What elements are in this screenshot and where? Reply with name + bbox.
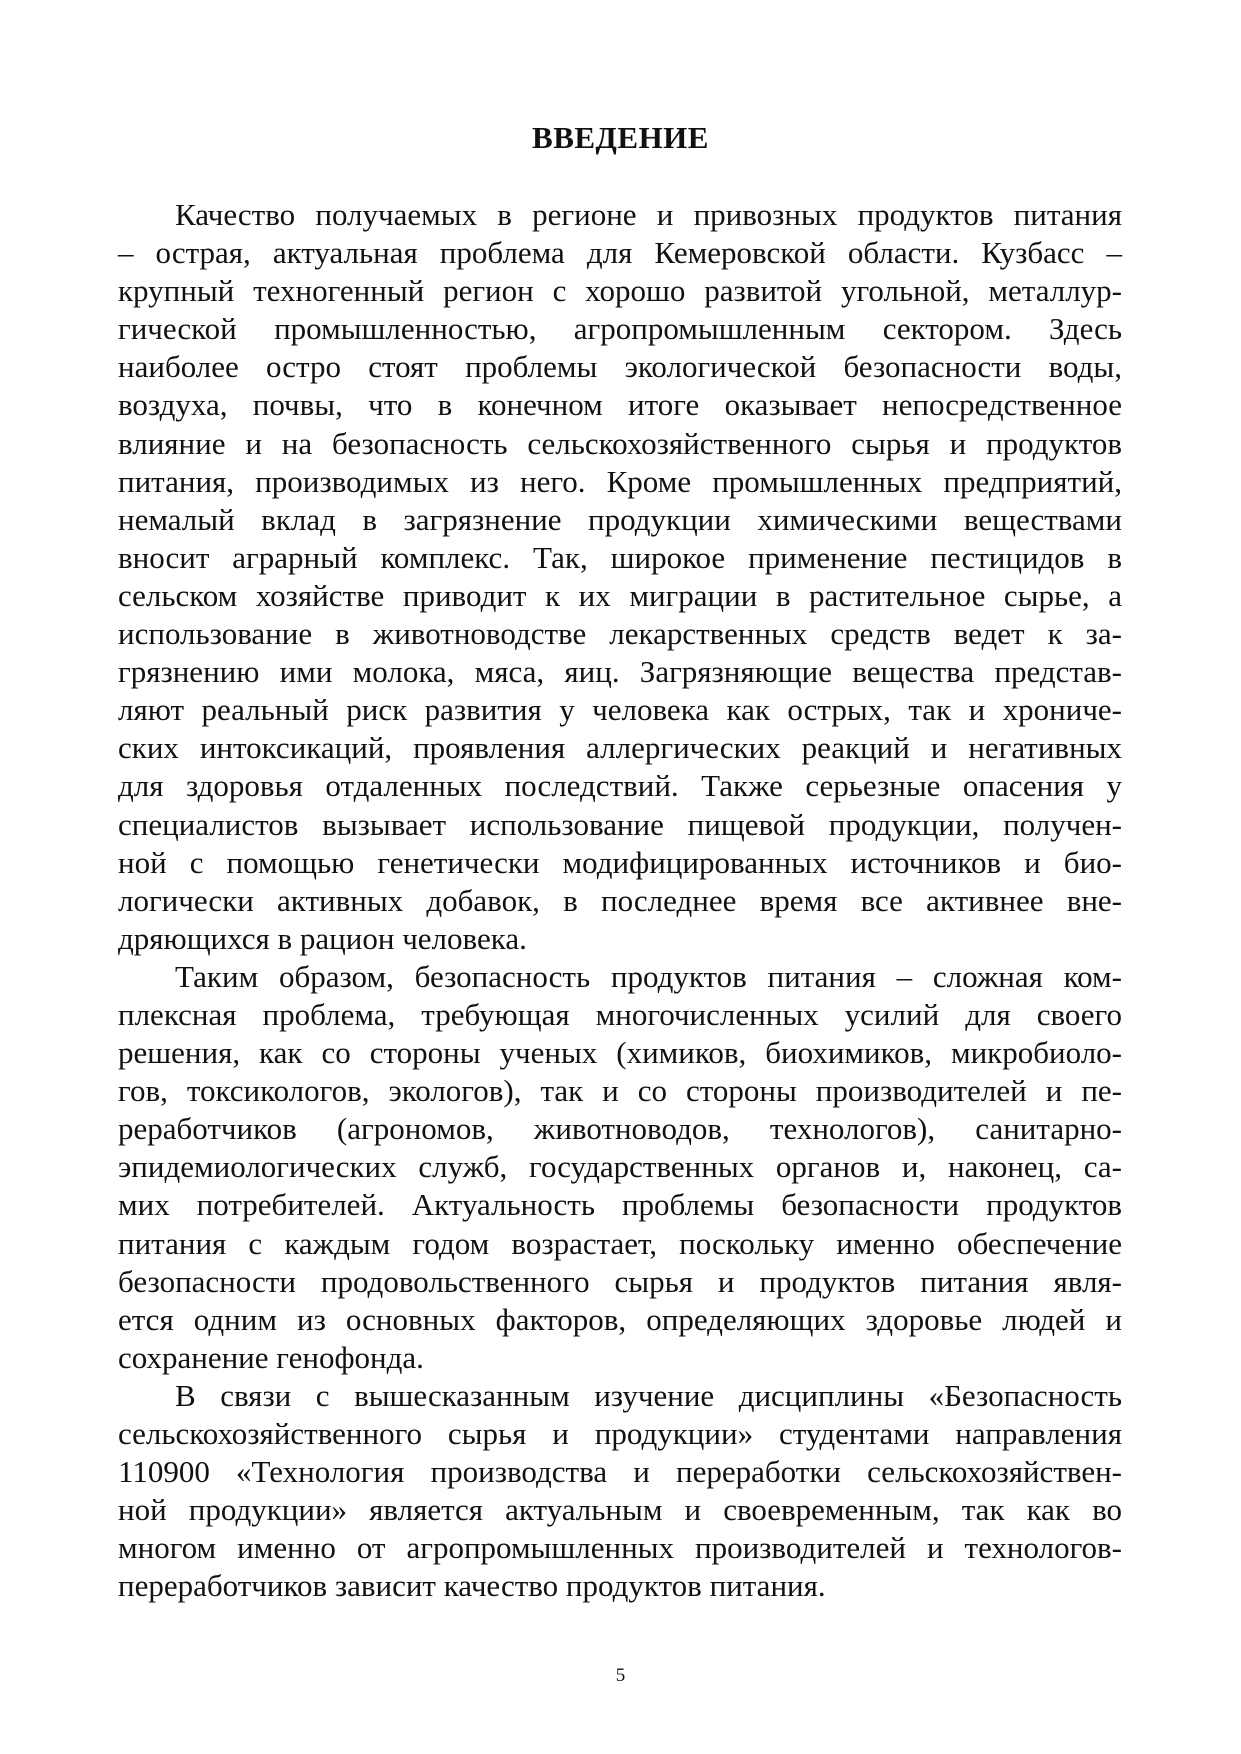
text-line: питания, производимых из него. Кроме промышленных предприятий, <box>118 463 1122 499</box>
page-title: ВВЕДЕНИЕ <box>532 120 709 155</box>
text-line: переработчиков зависит качество продуктов питания. <box>118 1568 826 1604</box>
text-line: воздуха, почвы, что в конечном итоге оказывает непосредственное <box>118 387 1122 423</box>
text-line: для здоровья отдаленных последствий. Также серьезные опасения у <box>118 768 1122 804</box>
text-line: использование в животноводстве лекарственных средств ведет к за- <box>118 616 1122 652</box>
paragraph <box>118 196 1122 958</box>
text-line: логически активных добавок, в последнее время все активнее вне- <box>118 882 1122 918</box>
text-line: специалистов вызывает использование пищевой продукции, получен- <box>118 806 1122 842</box>
text-line: гов, токсикологов, экологов), так и со стороны производителей и пе- <box>118 1073 1122 1109</box>
text-line: немалый вклад в загрязнение продукции химическими веществами <box>118 501 1122 537</box>
text-line: плексная проблема, требующая многочисленных усилий для своего <box>118 996 1122 1032</box>
text-line: реработчиков (агрономов, животноводов, технологов), санитарно- <box>118 1111 1122 1147</box>
text-line: В связи с вышесказанным изучение дисциплины «Безопасность <box>175 1377 1122 1413</box>
paragraph <box>118 958 1122 1377</box>
page-number: 5 <box>615 1665 626 1686</box>
text-line: питания с каждым годом возрастает, поскольку именно обеспечение <box>118 1225 1122 1261</box>
text-line: ских интоксикаций, проявления аллергических реакций и негативных <box>118 730 1122 766</box>
text-line: безопасности продовольственного сырья и продуктов питания явля- <box>118 1263 1122 1299</box>
text-line: гической промышленностью, агропромышленным сектором. Здесь <box>118 311 1122 347</box>
text-line: дряющихся в рацион человека. <box>118 920 527 956</box>
text-line: Таким образом, безопасность продуктов питания – сложная ком- <box>175 958 1122 994</box>
text-line: ной продукции» является актуальным и своевременным, так как во <box>118 1492 1122 1528</box>
paragraph <box>118 1377 1122 1606</box>
text-line: влияние и на безопасность сельскохозяйственного сырья и продуктов <box>118 425 1122 461</box>
text-line: многом именно от агропромышленных производителей и технологов- <box>118 1530 1122 1566</box>
text-line: ной с помощью генетически модифицированных источников и био- <box>118 844 1122 880</box>
text-line: наиболее остро стоят проблемы экологической безопасности воды, <box>118 349 1122 385</box>
body-text <box>118 196 1122 1605</box>
text-line: 110900 «Технология производства и переработки сельскохозяйствен- <box>118 1454 1122 1490</box>
text-line: мих потребителей. Актуальность проблемы безопасности продуктов <box>118 1187 1122 1223</box>
text-line: ляют реальный риск развития у человека как острых, так и хрониче- <box>118 692 1122 728</box>
text-line: сохранение генофонда. <box>118 1339 424 1375</box>
text-line: решения, как со стороны ученых (химиков, биохимиков, микробиоло- <box>118 1035 1122 1071</box>
text-line: сельскохозяйственного сырья и продукции» студентами направления <box>118 1416 1122 1451</box>
text-line: Качество получаемых в регионе и привозных продуктов питания <box>175 197 1122 232</box>
text-line: вносит аграрный комплекс. Так, широкое применение пестицидов в <box>118 539 1122 575</box>
text-line: эпидемиологических служб, государственных органов и, наконец, са- <box>118 1149 1122 1185</box>
text-line: сельском хозяйстве приводит к их миграции в растительное сырье, а <box>118 577 1122 613</box>
text-line: ется одним из основных факторов, определяющих здоровье людей и <box>118 1301 1122 1337</box>
text-line: – острая, актуальная проблема для Кемеровской области. Кузбасс – <box>118 235 1122 271</box>
text-line: грязнению ими молока, мяса, яиц. Загрязняющие вещества представ- <box>118 654 1122 690</box>
text-line: крупный техногенный регион с хорошо развитой угольной, металлур- <box>118 273 1122 309</box>
